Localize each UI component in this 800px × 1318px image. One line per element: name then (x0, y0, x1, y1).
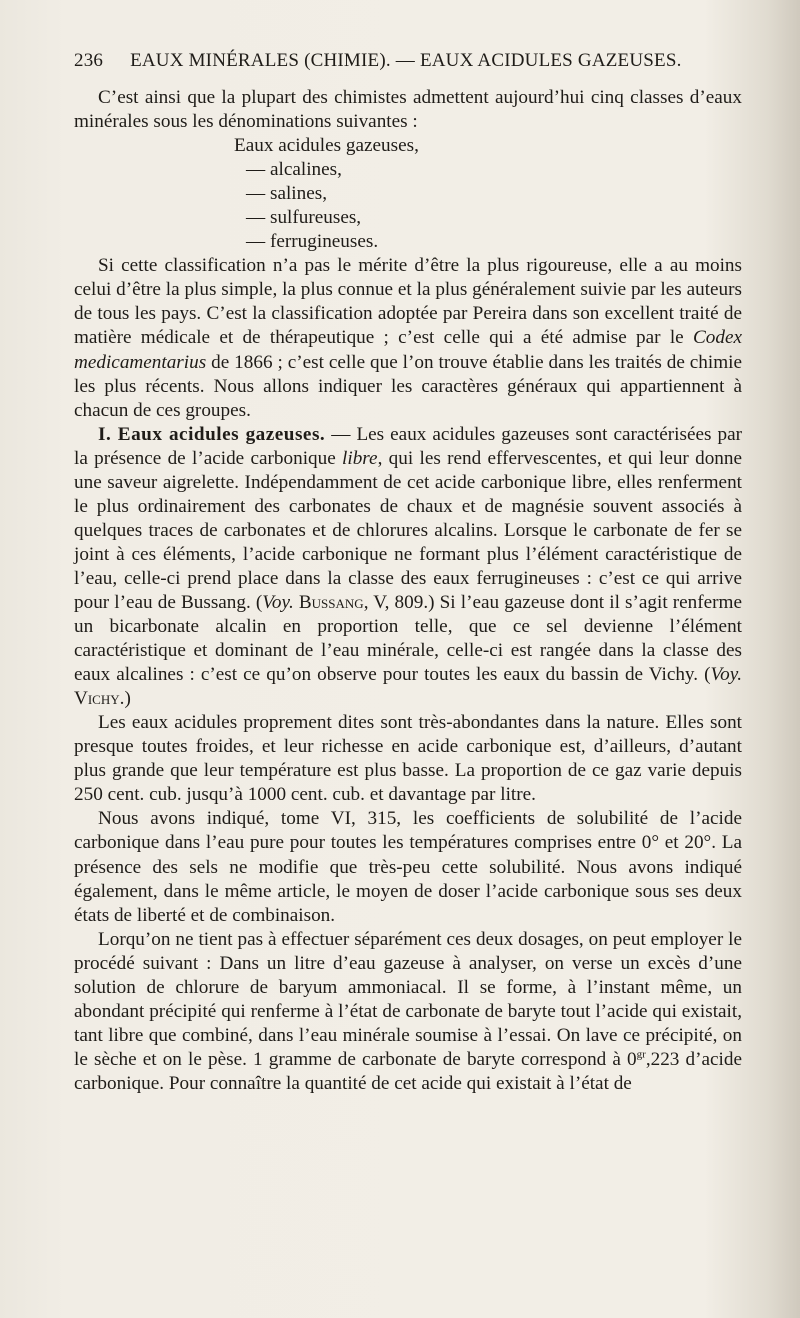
acidules-paragraph (74, 423, 742, 712)
text-run: , V, 809.) Si l’eau gazeuse dont il s’agit renferme un bicarbonate alcalin en proportion telle, que ce sel devienne l’élément caractéristique et dominant de l’eau minérale, celle-ci est rangée dans la classe des eaux alcalines : c’est ce qu’on observe pour toutes les eaux du bassin de Vichy. ( (74, 591, 742, 686)
classes-list (74, 134, 742, 254)
unit-superscript: gr (636, 1048, 646, 1061)
text-run: .) (119, 688, 131, 710)
page-number: 236 (74, 50, 104, 71)
codex-title: Codex medicamentarius (74, 327, 742, 373)
body-text (74, 86, 742, 1096)
header-title: EAUX MINÉRALES (130, 50, 300, 71)
class-item: — ferrugineuses. (246, 231, 379, 253)
solubility-paragraph: Nous avons indiqué, tome VI, 315, les coefficients de solubilité de l’acide carbonique dans l’eau pure pour toutes les températures comprises entre 0° et 20°. La présence des sels ne modifie que très-peu cette solubilité. Nous avons indiqué également, dans le même article, le moyen de doser l’acide carbonique sous ses deux états de liberté et de combinaison. (74, 808, 742, 926)
class-item: Eaux acidules gazeuses, (234, 135, 419, 157)
voy-ref: Voy. (710, 664, 742, 686)
class-item: — sulfureuses, (246, 207, 362, 229)
text-run: de 1866 ; c’est celle que l’on trouve établie dans les traités de chimie les plus récents. Nous allons indiquer les caractères généraux qui appartiennent à chacun de ces groupes. (74, 351, 742, 421)
intro-paragraph: C’est ainsi que la plupart des chimistes admettent aujourd’hui cinq classes d’eaux minérales sous les dénominations suivantes : (74, 87, 742, 133)
voy-ref: Voy. (262, 591, 294, 613)
running-header: 236 EAUX MINÉRALES (CHIMIE). — EAUX ACIDULES GAZEUSES. (74, 50, 682, 71)
header-subsection: EAUX ACIDULES GAZEUSES. (419, 50, 682, 71)
text-run: , qui les rend effervescentes, et qui leur donne une saveur aigrelette. Indépendamment de cet acide carbonique libre, elles renferment le plus ordinairement des carbonates de chaux et de magnésie souvent associés à quelques traces de carbonates et de chlorures alcalins. Lorsque le carbonate de fer se joint à ces éléments, l’acide carbonique ne formant plus l’élément caractéristique de l’eau, celle-ci prend place dans la classe des eaux ferrugineuses : c’est ce qui arrive pour l’eau de Bussang. ( (74, 447, 743, 613)
header-dash: — (395, 50, 415, 71)
dosage-paragraph (74, 928, 742, 1096)
classification-paragraph (74, 254, 742, 422)
section-heading: I. Eaux acidules gazeuses. (98, 423, 326, 445)
header-section: (CHIMIE) (304, 50, 386, 71)
text-run: ,223 d’acide carbonique. Pour connaître la quantité de cet acide qui existait à l’état de (74, 1048, 742, 1094)
class-item: — salines, (246, 183, 328, 205)
abundance-paragraph: Les eaux acidules proprement dites sont très-abondantes dans la nature. Elles sont presque toutes froides, et leur richesse en acide carbonique est, d’ailleurs, d’autant plus grande que leur température est plus basse. La proportion de ce gaz varie depuis 250 cent. cub. jusqu’à 1000 cent. cub. et davantage par litre. (74, 712, 742, 806)
class-item: — alcalines, (246, 159, 342, 181)
text-run: Lorqu’on ne tient pas à effectuer séparément ces deux dosages, on peut employer le procédé suivant : Dans un litre d’eau gazeuse à analyser, on verse un excès d’une solution de chlorure de baryum ammoniacal. Il se forme, à l’instant même, un abondant précipité qui renferme à l’état de carbonate de baryte tout l’acide qui existait, tant libre que combiné, dans l’eau minérale soumise à l’essai. On lave ce précipité, on le sèche et on le pèse. 1 gramme de carbonate de baryte correspond à 0 (74, 928, 742, 1070)
cross-ref: Bussang (293, 591, 364, 613)
text-run: — Les eaux acidules gazeuses sont caractérisées par la présence de l’acide carbonique (74, 423, 742, 469)
text-run: Si cette classification n’a pas le mérite d’être la plus rigoureuse, elle a au moins celui d’être la plus simple, la plus connue et la plus généralement suivie par les auteurs de tous les pays. C’est la classification adoptée par Pereira dans son excellent traité de matière médicale et de thérapeutique ; c’est celle qui a été admise par le (74, 255, 742, 349)
cross-ref: Vichy (74, 688, 120, 710)
emphasis: libre (342, 447, 378, 469)
